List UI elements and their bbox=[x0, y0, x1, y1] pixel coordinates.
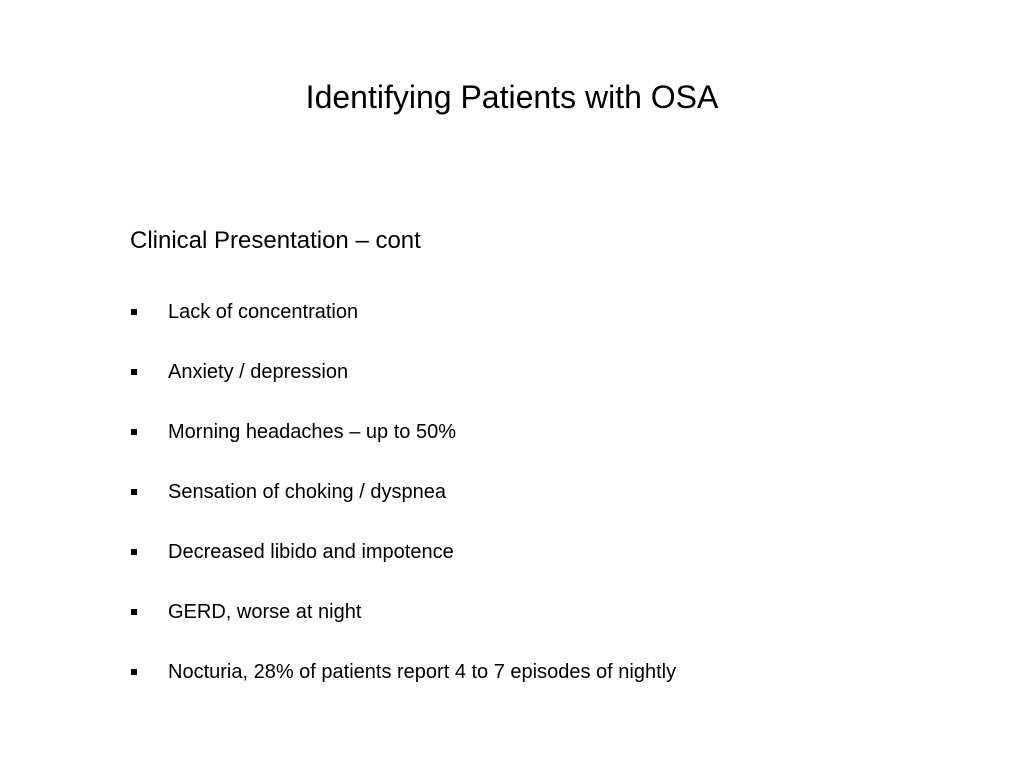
square-bullet-icon bbox=[131, 489, 137, 495]
bullet-text: Nocturia, 28% of patients report 4 to 7 episodes of nightly bbox=[168, 661, 677, 683]
bullet-text: Morning headaches – up to 50% bbox=[168, 421, 456, 443]
bullet-text: Lack of concentration bbox=[168, 301, 359, 323]
square-bullet-icon bbox=[131, 309, 137, 315]
square-bullet-icon bbox=[131, 669, 137, 675]
square-bullet-icon bbox=[131, 369, 137, 375]
section-subtitle: Clinical Presentation – cont bbox=[130, 227, 421, 254]
bullet-text: GERD, worse at night bbox=[168, 601, 362, 623]
slide-title: Identifying Patients with OSA bbox=[305, 79, 719, 115]
bullet-text: Anxiety / depression bbox=[168, 361, 349, 383]
square-bullet-icon bbox=[131, 429, 137, 435]
square-bullet-icon bbox=[131, 609, 137, 615]
bullet-text: Decreased libido and impotence bbox=[168, 541, 454, 563]
square-bullet-icon bbox=[131, 549, 137, 555]
bullet-text: Sensation of choking / dyspnea bbox=[168, 481, 446, 503]
